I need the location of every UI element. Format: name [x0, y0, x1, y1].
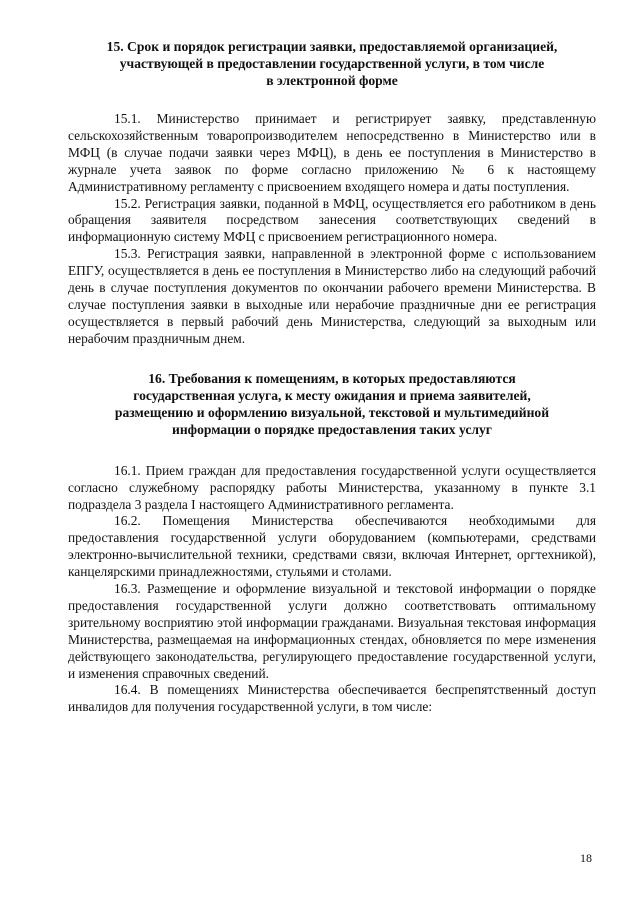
section-16-title: 16. Требования к помещениям, в которых предоставляются государственная услуга, к месту ожидания и приема заявителей, размещению и оформлению визуальной, текстовой и мультимедийной информации о порядке предоставления таких услуг — [114, 370, 550, 437]
paragraph-15-1: 15.1. Министерство принимает и регистрирует заявку, представленную сельскохозяйственным товаропроизводителем непосредственно в Министерство или в МФЦ (в случае подачи заявки через МФЦ), в день ее поступления в Министерство в журнале учета заявок по форме согласно приложению № 6 к настоящему Административному регламенту с присвоением входящего номера и даты поступления. — [68, 111, 596, 194]
paragraph-15-3: 15.3. Регистрация заявки, направленной в электронной форме с использованием ЕПГУ, осуществляется в день ее поступления в Министерство либо на следующий рабочий день в случае поступления документов по окончании рабочего времени Министерства. В случае поступления заявки в выходные или нерабочие праздничные дни ее регистрация осуществляется в первый рабочий день Министерства, следующий за выходным или нерабочим праздничным днем. — [68, 246, 596, 346]
paragraph-16-3: 16.3. Размещение и оформление визуальной и текстовой информации о порядке предоставления государственной услуги должно соответствовать оптимальному зрительному восприятию этой информации гражданами. Визуальная текстовая информация Министерства, размещаемая на информационных стендах, обновляется по мере изменения действующего законодательства, регулирующего предоставление государственной услуги, и изменения справочных сведений. — [68, 581, 596, 681]
paragraph-16-2: 16.2. Помещения Министерства обеспечиваются необходимыми для предоставления государственной услуги оборудованием (компьютерами, средствами электронно-вычислительной техники, средствами связи, включая Интернет, оргтехникой), канцелярскими принадлежностями, стульями и столами. — [68, 513, 596, 580]
paragraph-16-1: 16.1. Прием граждан для предоставления государственной услуги осуществляется согласно служебному распорядку работы Министерства, указанному в пункте 3.1 подраздела 3 раздела I настоящего Административного регламента. — [68, 462, 596, 512]
page-number: 18 — [580, 851, 592, 865]
section-15-title: 15. Срок и порядок регистрации заявки, предоставляемой организацией, участвующей в предоставлении государственной услуги, в том числе в электронной форме — [106, 39, 558, 88]
paragraph-15-2: 15.2. Регистрация заявки, поданной в МФЦ, осуществляется его работником в день обращения заявителя посредством занесения соответствующих сведений в информационную систему МФЦ с присвоением регистрационного номера. — [68, 195, 596, 245]
document-page — [68, 38, 596, 716]
paragraph-16-4: 16.4. В помещениях Министерства обеспечивается беспрепятственный доступ инвалидов для получения государственной услуги, в том числе: — [68, 682, 596, 715]
